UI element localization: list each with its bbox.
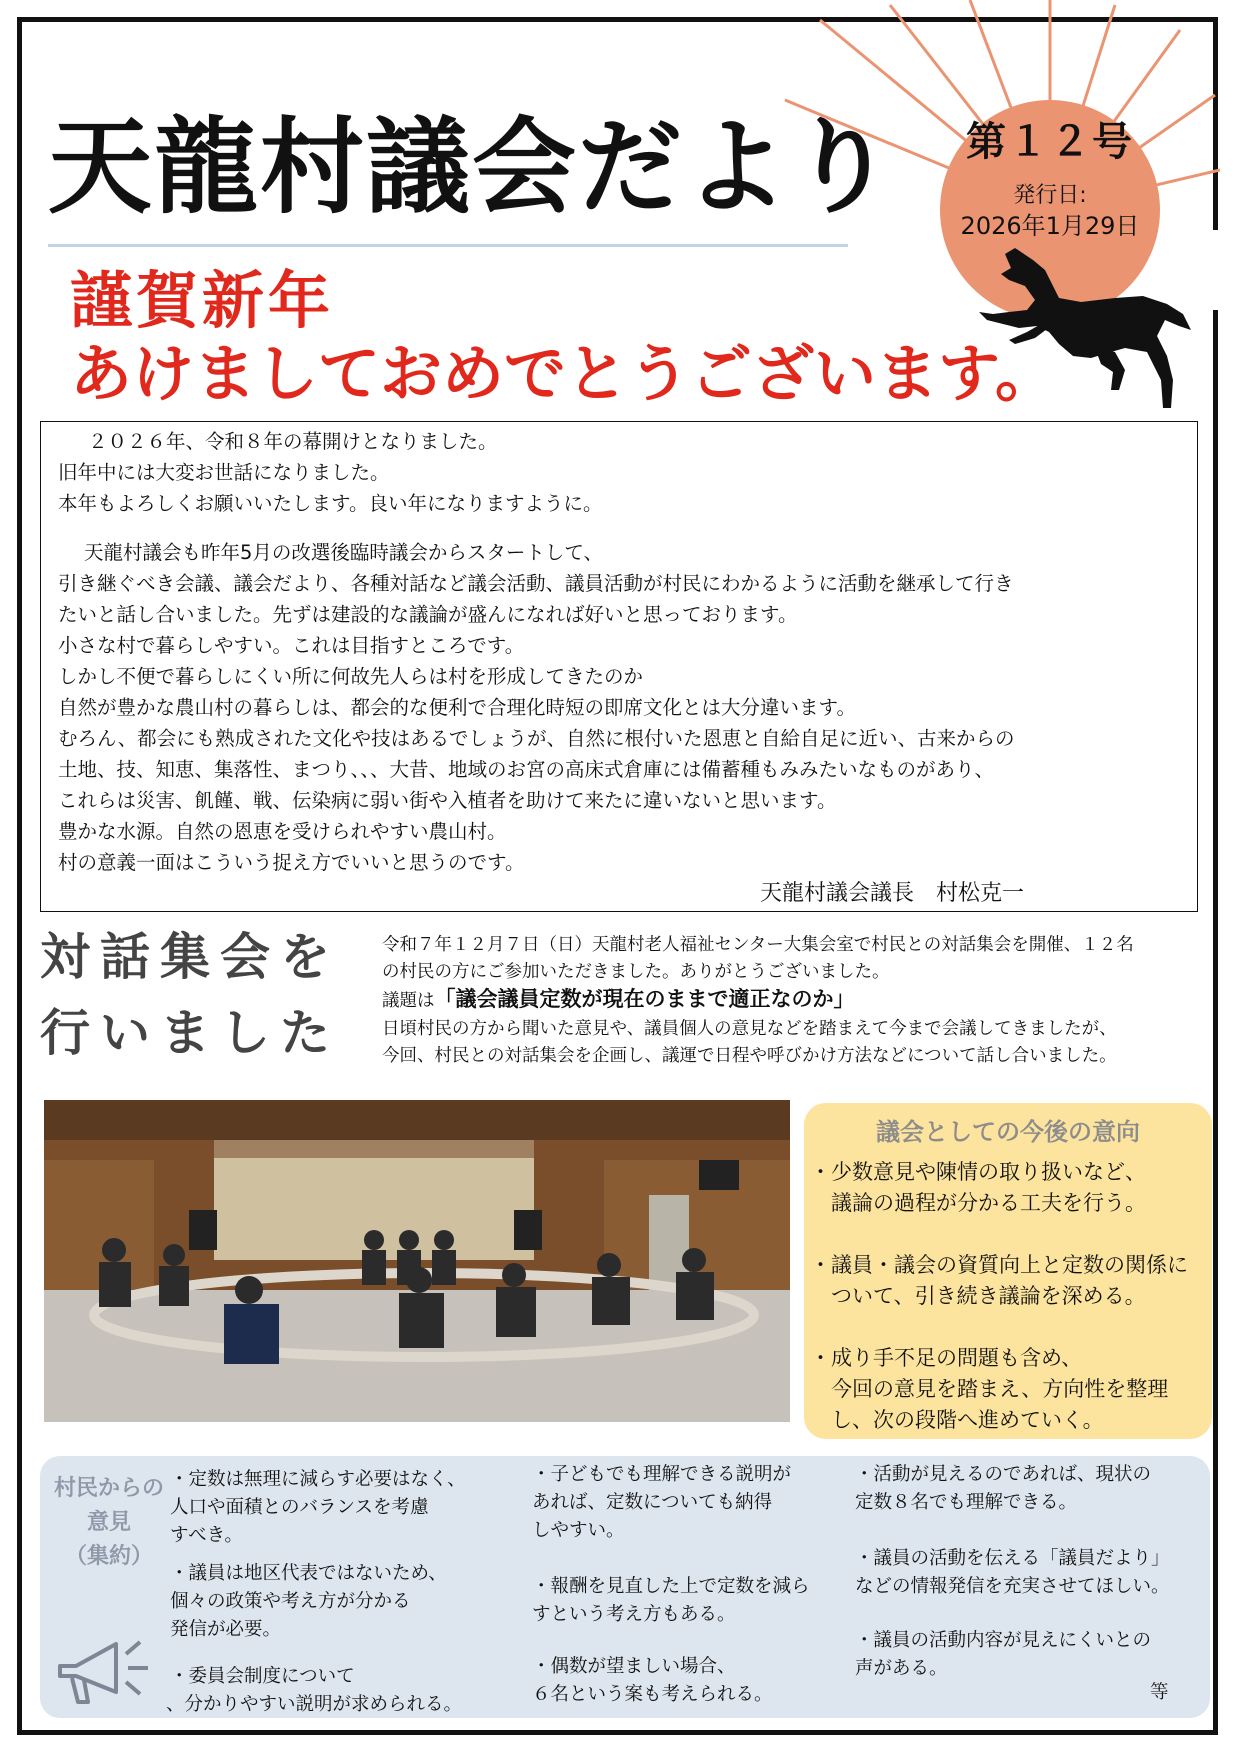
opinion-item: 個々の政策や考え方が分かる [170, 1591, 411, 1612]
message-line: 本年もよろしくお願いいたします。良い年になりますように。 [58, 492, 603, 515]
opinion-item: あれば、定数についても納得 [532, 1492, 773, 1513]
meeting-photo [44, 1100, 790, 1422]
opinion-etc: 等 [1150, 1682, 1169, 1703]
chairman-signature: 天龍村議会議長 村松克一 [760, 881, 1025, 906]
opinion-item: 、分かりやすい説明が求められる。 [166, 1694, 463, 1715]
topic-prefix: 議題は [382, 991, 435, 1011]
policy-item: ・成り手不足の問題も含め、 [810, 1346, 1083, 1370]
opinions-label: （集約） [64, 1544, 153, 1569]
opinion-item: すべき。 [170, 1525, 243, 1546]
opinion-item: ・委員会制度について [170, 1666, 355, 1687]
opinion-item: ・議員の活動内容が見えにくいとの [855, 1630, 1152, 1651]
policy-item: 今回の意見を踏まえ、方向性を整理 [810, 1377, 1169, 1401]
dialogue-text: 今回、村民との対話集会を企画し、議運で日程や呼びかけ方法などについて話し合いました。 [382, 1046, 1117, 1066]
opinion-item: ・子どもでも理解できる説明が [532, 1464, 792, 1485]
message-line: ２０２６年、令和８年の幕開けとなりました。 [88, 430, 498, 453]
topic-title: 「議会議員定数が現在のままで適正なのか」 [434, 987, 855, 1011]
megaphone-icon [54, 1632, 154, 1714]
issue-date-label: 発行日: [1013, 183, 1087, 208]
dialogue-heading-line2: 行いました [40, 1004, 340, 1062]
policy-item: し、次の段階へ進めていく。 [810, 1408, 1104, 1432]
opinion-item: ・定数は無理に減らす必要はなく、 [170, 1469, 466, 1490]
opinion-item: ・議員の活動を伝える「議員だより」 [855, 1548, 1170, 1569]
message-line: 村の意義一面はこういう捉え方でいいと思うのです。 [58, 851, 525, 874]
message-line: たいと話し合いました。先ずは建設的な議論が盛んになれば好いと思っております。 [58, 603, 798, 626]
opinion-item: ・活動が見えるのであれば、現状の [855, 1464, 1152, 1485]
policy-item: ・議員・議会の資質向上と定数の関係に [810, 1253, 1188, 1277]
policy-item: 議論の過程が分かる工夫を行う。 [810, 1191, 1146, 1215]
opinions-label: 意見 [86, 1510, 131, 1535]
message-line: これらは災害、飢饉、戦、伝染病に弱い街や入植者を助けて来たに違いないと思います。 [58, 789, 837, 812]
message-line: しかし不便で暮らしにくい所に何故先人らは村を形成してきたのか [58, 665, 644, 688]
horse-icon [975, 240, 1200, 415]
dialogue-text: 令和７年１２月７日（日）天龍村老人福祉センター大集会室で村民との対話集会を開催、１２名 [382, 935, 1134, 955]
title-underline [48, 244, 848, 247]
opinion-item: すという考え方もある。 [532, 1604, 736, 1625]
opinion-item: ・議員は地区代表ではないため、 [170, 1563, 447, 1584]
newsletter-title: 天龍村議会だより [48, 106, 897, 228]
opinion-item: ・報酬を見直した上で定数を減ら [532, 1576, 810, 1597]
opinion-item: 発信が必要。 [170, 1619, 282, 1640]
message-line: 自然が豊かな農山村の暮らしは、都会的な便利で合理化時短の即席文化とは大分違います。 [58, 696, 856, 719]
opinion-item: 声がある。 [855, 1658, 948, 1679]
policy-item: ・少数意見や陳情の取り扱いなど、 [810, 1160, 1146, 1184]
greeting-heading: 謹賀新年 [70, 264, 335, 337]
greeting-subheading: あけましておめでとうございます。 [70, 337, 1058, 410]
opinion-item: ６名という案も考えられる。 [532, 1684, 773, 1705]
issue-date: 2026年1月29日 [960, 212, 1140, 240]
opinion-item: 人口や面積とのバランスを考慮 [170, 1497, 429, 1518]
message-line: 旧年中には大変お世話になりました。 [58, 461, 390, 484]
dialogue-topic [382, 989, 855, 1011]
dialogue-heading-line1: 対話集会を [40, 928, 340, 986]
opinion-item: 定数８名でも理解できる。 [855, 1492, 1078, 1513]
dialogue-text: 日頃村民の方から聞いた意見や、議員個人の意見などを踏まえて今まで会議してきましたが、 [382, 1019, 1117, 1039]
policy-title: 議会としての今後の意向 [876, 1118, 1140, 1146]
message-line: むろん、都会にも熟成された文化や技はあるでしょうが、自然に根付いた恩恵と自給自足に近い、古来からの [58, 727, 1015, 750]
policy-item: ついて、引き続き議論を深める。 [810, 1284, 1146, 1308]
dialogue-text: の村民の方にご参加いただきました。ありがとうございました。 [382, 962, 890, 982]
opinion-item: しやすい。 [532, 1520, 625, 1541]
message-line: 引き継ぐべき会議、議会だより、各種対話など議会活動、議員活動が村民にわかるように活動を継承して行き [58, 572, 1014, 595]
issue-number: 第１２号 [966, 119, 1134, 165]
message-line: 豊かな水源。自然の恩恵を受けられやすい農山村。 [58, 820, 507, 843]
opinion-item: ・偶数が望ましい場合、 [532, 1656, 736, 1677]
message-line: 小さな村で暮らしやすい。これは目指すところです。 [58, 634, 525, 657]
opinions-label: 村民からの [53, 1476, 164, 1501]
message-line: 天龍村議会も昨年5月の改選後臨時議会からスタートして、 [84, 541, 604, 564]
message-line: 土地、技、知恵、集落性、まつり、、、大昔、地域のお宮の高床式倉庫には備蓄種もみみたいなものがあり、 [58, 758, 995, 781]
opinion-item: などの情報発信を充実させてほしい。 [855, 1576, 1170, 1597]
